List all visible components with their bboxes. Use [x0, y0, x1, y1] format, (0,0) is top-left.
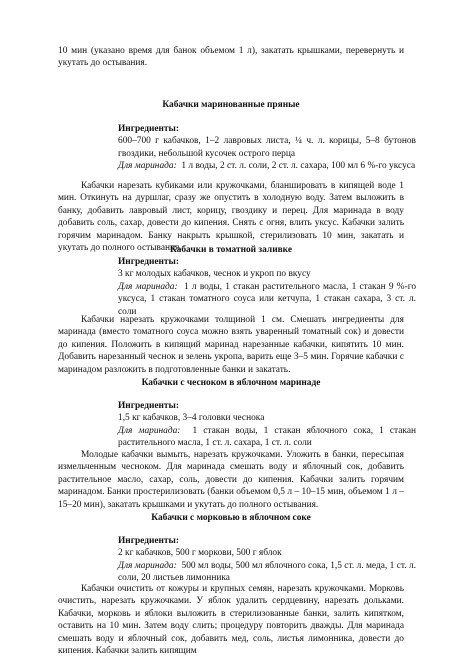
marinade-text: 1 стакан воды, 1 стакан яблочного сока, 1 стакан растительного масла, 1 ст. л. сахара, 1 ст. л. соли: [118, 425, 416, 449]
marinade-label: Для маринада:: [118, 161, 177, 172]
ingredients-heading: Ингредиенты:: [118, 536, 179, 546]
marinade-line: [118, 560, 416, 585]
marinade-line: [118, 281, 416, 318]
recipe-title: Кабачки маринованные пряные: [162, 100, 300, 110]
method-paragraph: Кабачки нарезать кубиками или кружочками, бланшировать в кипящей воде 1 мин. Откинуть на дуршлаг, сразу же опустить в холодную воду. Затем выложить в банку, добавить лавровый лист, корицу, гвоздику и перец. Для маринада в воду добавить соль, сахар, довести до кипения. Снять с огня, влить уксус. Кабачки залить горячим маринадом. Банку накрыть крышкой, стерилизовать 10 мин, закатать и укутать до полного остывания.: [58, 181, 404, 254]
marinade-label: Для маринада:: [118, 425, 181, 436]
ingredients-text: 1,5 кг кабачков, 3–4 головки чеснока: [118, 413, 265, 424]
marinade-label: Для маринада:: [118, 281, 178, 292]
ingredients-heading: Ингредиенты:: [118, 124, 179, 134]
marinade-text: 1 л воды, 1 стакан растительного масла, 1 стакан 9 %-го уксуса, 1 стакан томатного соуса или кетчупа, 1 стакан сахара, 3 ст. л. соли: [118, 281, 417, 317]
ingredients-text: 3 кг молодых кабачков, чеснок и укроп по вкусу: [118, 269, 311, 280]
method-paragraph: Молодые кабачки вымыть, нарезать кружочками. Уложить в банки, пересыпая измельченным чесноком. Для маринада смешать воду и яблочный сок, добавить растительное масло, сахар, соль, довести до кипения. Кабачки залить горячим маринадом. Банки простерилизовать (банки объемом 0,5 л – 10–15 мин, объемом 1 л – 15–20 мин), закатать крышками и укутать до полного остывания.: [58, 450, 404, 510]
marinade-text: 500 мл воды, 500 мл яблочного сока, 1,5 ст. л. меда, 1 ст. л. соли, 20 листьев лимонника: [118, 560, 416, 584]
ingredients-heading: Ингредиенты:: [118, 401, 179, 411]
marinade-label: Для маринада:: [118, 560, 177, 571]
ingredients-block: [58, 123, 416, 173]
ingredients-text: 600–700 г кабачков, 1–2 лавровых листа, ¼ ч. л. корицы, 5–8 бутонов гвоздики, небольшой кусочек острого перца: [118, 136, 416, 159]
marinade-text: 1 л воды, 2 ст. л. соли, 2 ст. л. сахара, 100 мл 6 %-го уксуса: [181, 161, 416, 172]
recipe-title: Кабачки с чесноком в яблочном маринаде: [141, 378, 321, 388]
marinade-line: [118, 160, 416, 172]
method-paragraph: Кабачки очистить от кожуры и крупных семян, нарезать кружочками. Морковь очистить, нарезать кружочками. У яблок удалить сердцевину, нарезать дольками. Кабачки, морковь и яблоки выложить в стерилизованные банки, залить кипятком, оставить на 10 мин. Затем воду слить; процедуру повторить дважды. Для маринада смешать воду и яблочный сок, добавить мед, соль, листья лимонника, довести до кипения. Кабачки залить кипящим: [58, 584, 404, 657]
ingredients-block: [58, 400, 416, 450]
ingredients-block: [58, 535, 416, 585]
marinade-line: [118, 425, 416, 450]
method-paragraph: Кабачки нарезать кружочками толщиной 1 см. Смешать ингредиенты для маринада (вместо томатного соуса можно взять уваренный томатный сок) и довести до кипения. Положить в кипящий маринад нарезанные кабачки, кипятить 10 мин. Добавить нарезанный чеснок и зелень укропа, варить еще 3–5 мин. Горячие кабачки с маринадом разложить в подготовленные банки и закатать.: [58, 315, 404, 375]
recipe-title: Кабачки в томатной заливке: [170, 245, 292, 255]
recipe-title: Кабачки с морковью в яблочном соке: [151, 513, 311, 523]
ingredients-heading: Ингредиенты:: [118, 257, 179, 267]
intro-paragraph: 10 мин (указано время для банок объемом 1 л), закатать крышками, перевернуть и укутать до остывания.: [58, 46, 404, 69]
ingredients-block: [58, 256, 416, 318]
ingredients-text: 2 кг кабачков, 500 г моркови, 500 г яблок: [118, 548, 282, 559]
